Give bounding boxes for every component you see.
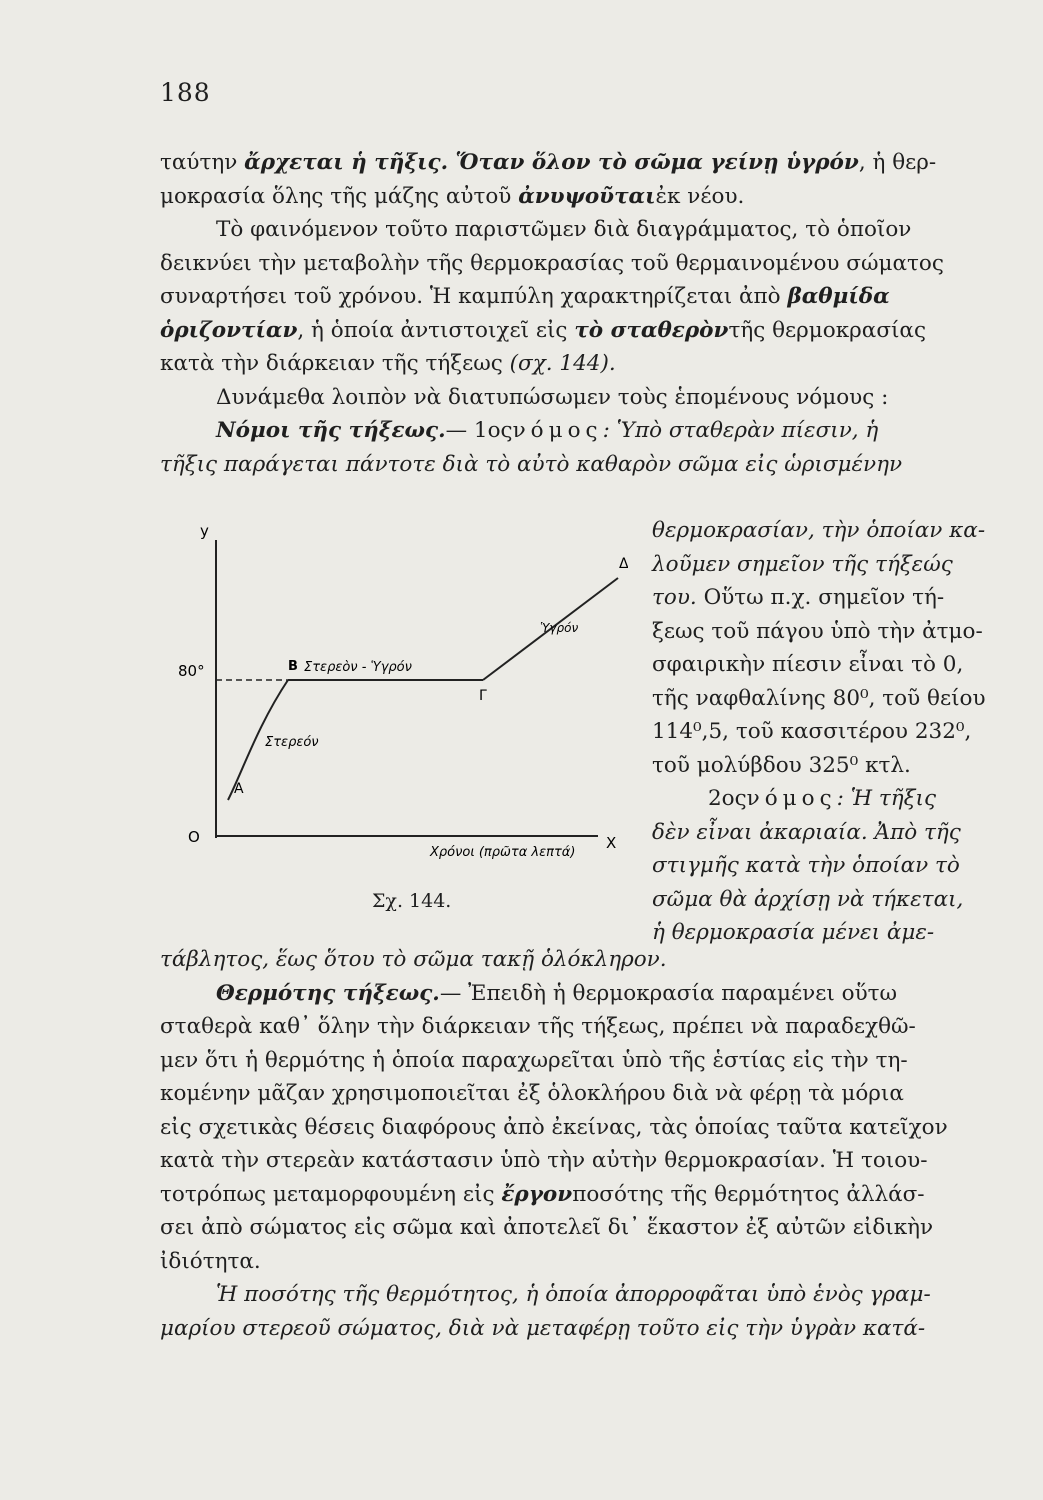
text-line: θερμοκρασίαν, τὴν ὁποίαν κα- [652, 518, 986, 543]
text-line: ὁριζοντίαν , ἡ ὁποία ἀντιστοιχεῖ εἰς τὸ σταθερὸν τῆς θερμοκρασίας [160, 317, 926, 343]
text-line: μοκρασία ὅλης τῆς μάζης αὐτοῦ ἀνυψοῦται ἐκ νέου. [160, 183, 745, 209]
x-axis-label: X [606, 834, 617, 852]
laws-heading-line: Νόμοι τῆς τήξεως. — 1ος νόμος : Ὑπὸ σταθερὰν πίεσιν, ἡ [216, 418, 879, 443]
text-line: ἰδιότητα. [160, 1248, 261, 1274]
origin-label: O [188, 828, 200, 846]
law2-line: 2ος νόμος : Ἡ τῆξις [708, 786, 936, 811]
y-tick-label: 80° [178, 662, 205, 680]
liquid-label: Ὑγρόν [540, 621, 579, 635]
text-line: ξεως τοῦ πάγου ὑπὸ τὴν ἀτμο- [652, 618, 983, 644]
mixed-label: Στερεὸν - Ὑγρόν [304, 660, 412, 675]
text-line: Δυνάμεθα λοιπὸν νὰ διατυπώσωμεν τοὺς ἑπομένους νόμους : [216, 384, 889, 410]
text-line: σῶμα θὰ ἀρχίσῃ νὰ τήκεται, [652, 886, 964, 912]
text-line: σφαιρικὴν πίεσιν εἶναι τὸ 0, [652, 652, 964, 677]
page-number: 188 [160, 78, 211, 107]
side-column [652, 514, 998, 950]
solid-label: Στερεόν [265, 735, 319, 750]
text-line: κατὰ τὴν διάρκειαν τῆς τήξεως (σχ. 144). [160, 351, 616, 376]
text-line: μαρίου στερεοῦ σώματος, διὰ νὰ μεταφέρῃ τοῦτο εἰς τὴν ὑγρὰν κατά- [160, 1315, 926, 1341]
text-line: 114⁰,5, τοῦ κασσιτέρου 232⁰, [652, 719, 972, 744]
x-axis-title: Χρόνοι (πρῶτα λεπτά) [430, 845, 576, 860]
text-line: στιγμῆς κατὰ τὴν ὁποίαν τὸ [652, 853, 960, 878]
text-line: τοῦ μολύβδου 325⁰ κτλ. [652, 752, 911, 778]
text-line: κομένην μᾶζαν χρησιμοποιεῖται ἐξ ὁλοκλήρου διὰ νὰ φέρῃ τὰ μόρια [160, 1081, 904, 1106]
text-line: τάβλητος, ἕως ὅτου τὸ σῶμα τακῇ ὁλόκληρον. [160, 947, 667, 972]
text-line: εἰς σχετικὰς θέσεις διαφόρους ἀπὸ ἐκείνας, τὰς ὁποίας ταῦτα κατεῖχον [160, 1114, 948, 1140]
text-line: ταύτην ἄρχεται ἡ τῆξις. Ὅταν ὅλον τὸ σῶμα γείνῃ ὑγρόν, ἡ θερ- [160, 150, 937, 175]
text-line: Τὸ φαινόμενον τοῦτο παριστῶμεν διὰ διαγράμματος, τὸ ὁποῖον [216, 217, 912, 242]
text-line: δεικνύει τὴν μεταβολὴν τῆς θερμοκρασίας τοῦ θερμαινομένου σώματος [160, 250, 944, 276]
text-line: ἡ θερμοκρασία μένει ἀμε- [652, 920, 935, 945]
point-a-label: A [234, 781, 244, 797]
point-d-label: Δ [619, 556, 628, 572]
body-text-bottom [160, 943, 998, 1345]
point-b-label: B [288, 659, 298, 674]
text-line: κατὰ τὴν στερεὰν κατάστασιν ὑπὸ τὴν αὐτὴν θερμοκρασίαν. Ἡ τοιου- [160, 1148, 928, 1173]
text-line: τῆξις παράγεται πάντοτε διὰ τὸ αὐτὸ καθαρὸν σῶμα εἰς ὡρισμένην [160, 451, 903, 477]
text-line: τοτρόπως μεταμορφουμένη εἰς ἔργον ποσότης τῆς θερμότητος ἀλλάσ- [160, 1181, 925, 1207]
heat-heading-line: Θερμότης τήξεως. — Ἐπειδὴ ἡ θερμοκρασία παραμένει οὕτω [216, 980, 898, 1006]
text-line: Ἡ ποσότης τῆς θερμότητος, ἡ ὁποία ἀπορροφᾶται ὑπὸ ἑνὸς γραμ- [216, 1282, 931, 1307]
body-text-top [160, 146, 998, 481]
text-line: σει ἀπὸ σώματος εἰς σῶμα καὶ ἀποτελεῖ δι᾽ ἕκαστον ἐξ αὐτῶν εἰδικὴν [160, 1215, 934, 1240]
text-line: συναρτήσει τοῦ χρόνου. Ἡ καμπύλη χαρακτηρίζεται ἀπὸ βαθμίδα [160, 284, 890, 309]
melting-diagram [168, 520, 628, 870]
text-line: μεν ὅτι ἡ θερμότης ἡ ὁποία παραχωρεῖται ὑπὸ τῆς ἑστίας εἰς τὴν τη- [160, 1047, 908, 1073]
text-line: δὲν εἶναι ἀκαριαία. Ἀπὸ τῆς [652, 819, 961, 845]
point-c-label: Γ [479, 688, 487, 704]
figure-144 [168, 520, 628, 874]
text-line: του. Οὕτω π.χ. σημεῖον τή- [652, 585, 945, 610]
y-axis-label: y [200, 522, 209, 540]
text-line: σταθερὰ καθ᾽ ὅλην τὴν διάρκειαν τῆς τήξεως, πρέπει νὰ παραδεχθῶ- [160, 1014, 916, 1039]
text-line: λοῦμεν σημεῖον τῆς τήξεώς [652, 551, 953, 577]
text-line: τῆς ναφθαλίνης 80⁰, τοῦ θείου [652, 685, 986, 711]
figure-caption: Σχ. 144. [372, 890, 452, 912]
